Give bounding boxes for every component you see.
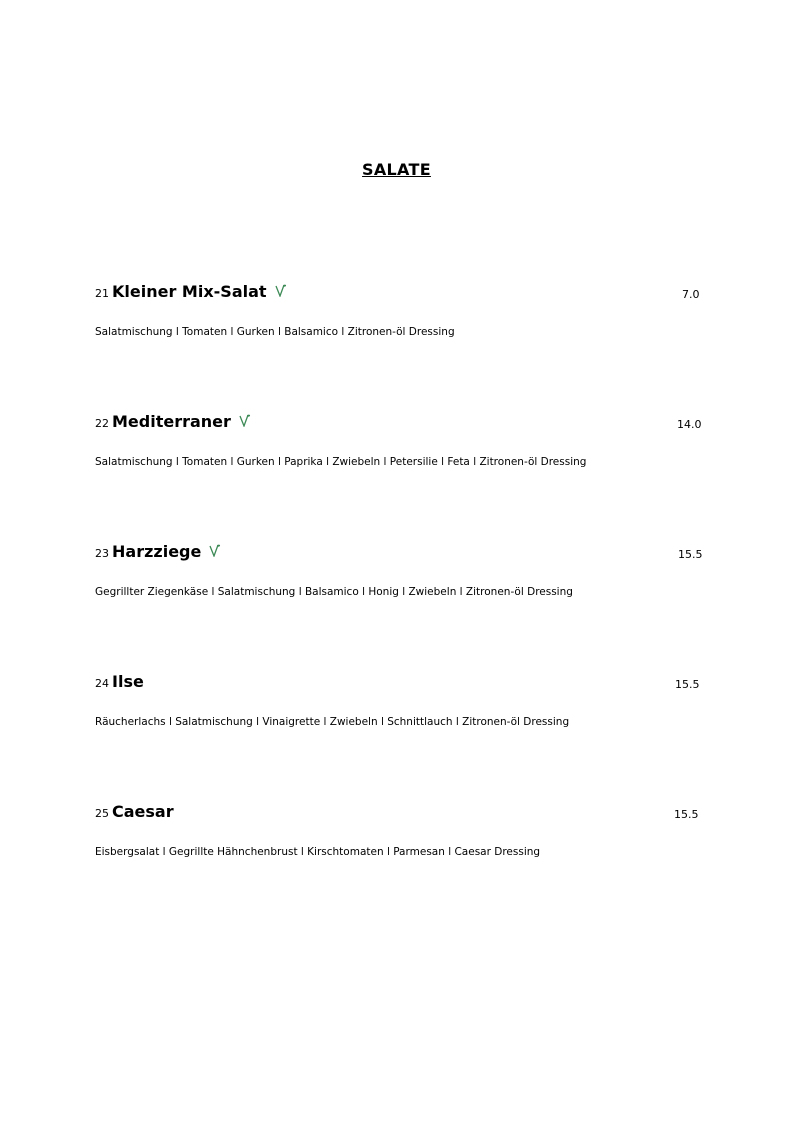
item-price: 15.5 [675,678,700,691]
menu-item [95,412,702,468]
item-price: 7.0 [682,288,700,301]
item-name: Caesar [112,802,174,821]
item-number: 25 [95,807,109,820]
vegetarian-icon [209,544,221,557]
page-title: SALATE [362,160,431,179]
item-price: 15.5 [678,548,703,561]
item-number: 21 [95,287,109,300]
item-price: 14.0 [677,418,702,431]
menu-item [95,802,699,858]
item-name: Ilse [112,672,144,691]
vegetarian-icon [275,284,287,297]
menu-item [95,282,700,338]
vegetarian-icon [239,414,251,427]
item-number: 24 [95,677,109,690]
item-name: Mediterraner [112,412,231,431]
menu-item [95,542,703,598]
item-description: Salatmischung l Tomaten l Gurken l Paprika l Zwiebeln l Petersilie l Feta l Zitronen-öl Dressing [95,456,587,468]
item-name: Harzziege [112,542,202,561]
menu-item [95,672,700,728]
item-description: Salatmischung l Tomaten l Gurken l Balsamico l Zitronen-öl Dressing [95,326,455,338]
item-number: 23 [95,547,109,560]
item-description: Gegrillter Ziegenkäse l Salatmischung l Balsamico l Honig l Zwiebeln l Zitronen-öl Dressing [95,586,573,598]
item-name: Kleiner Mix-Salat [112,282,267,301]
item-description: Eisbergsalat l Gegrillte Hähnchenbrust l Kirschtomaten l Parmesan l Caesar Dressing [95,846,541,858]
item-number: 22 [95,417,109,430]
item-description: Räucherlachs l Salatmischung l Vinaigrette l Zwiebeln l Schnittlauch l Zitronen-öl Dressing [95,716,570,728]
item-price: 15.5 [674,808,699,821]
